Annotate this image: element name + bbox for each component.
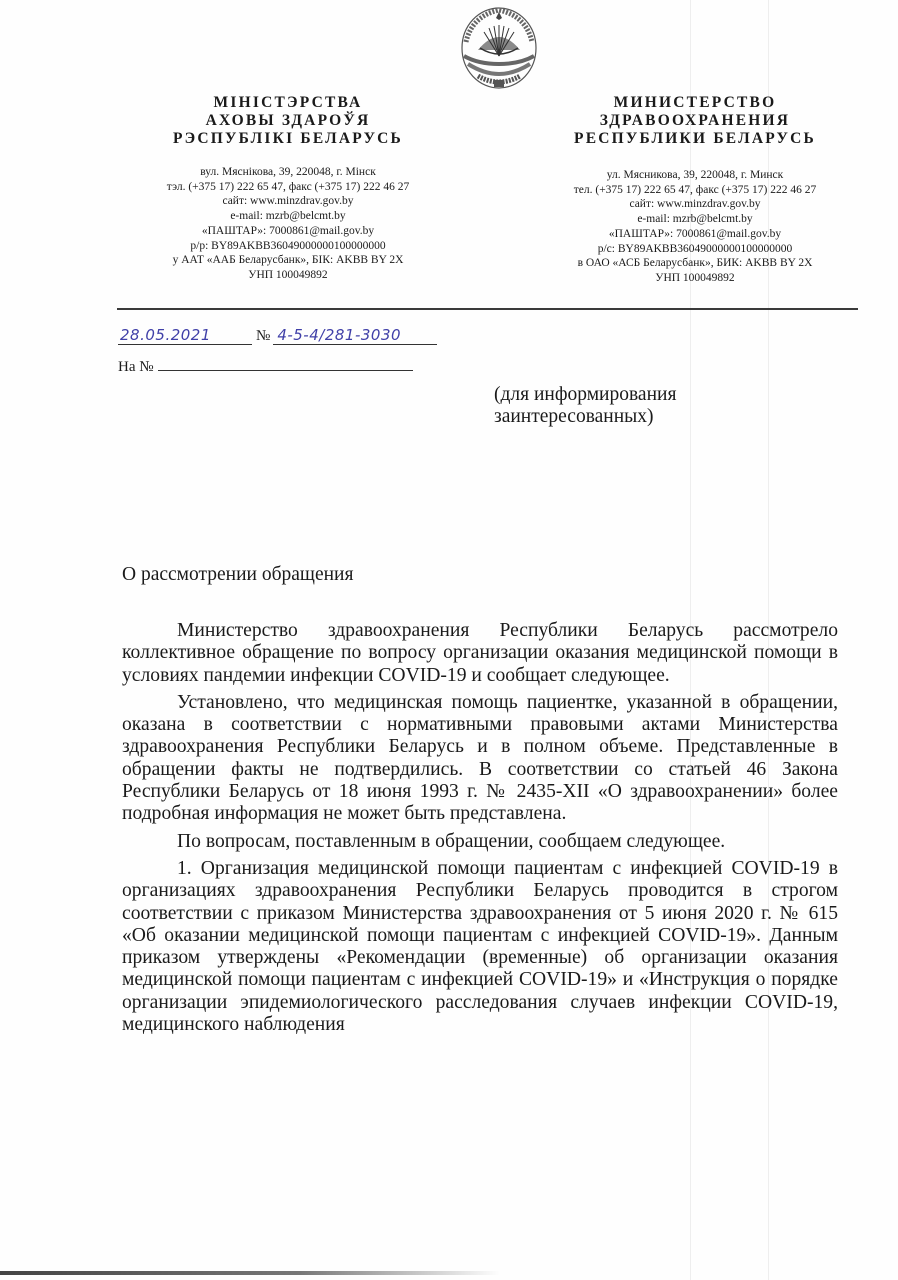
addressee-line: (для информирования xyxy=(494,384,677,405)
body-paragraph: По вопросам, поставленным в обращении, сообщаем следующее. xyxy=(177,830,726,852)
unp-line: УНП 100049892 xyxy=(248,268,328,281)
registration-line xyxy=(118,326,437,345)
email-line: e-mail: mzrb@belcmt.by xyxy=(230,210,346,223)
contacts-ru xyxy=(520,168,870,286)
header-belarusian xyxy=(118,94,458,283)
addressee-line: заинтересованных) xyxy=(494,406,654,427)
reply-to-line xyxy=(118,356,413,376)
letter-body xyxy=(122,620,838,1041)
ministry-name-line: ЗДРАВООХРАНЕНИЯ xyxy=(599,112,791,129)
header-russian xyxy=(520,94,870,286)
address-line: вул. Мяснікова, 39, 220048, г. Мінск xyxy=(200,166,376,178)
address-line: ул. Мясникова, 39, 220048, г. Минск xyxy=(606,169,784,181)
contacts-be xyxy=(118,165,458,283)
phone-fax-line: тел. (+375 17) 222 65 47, факс (+375 17) 222 46 27 xyxy=(573,183,817,196)
website-line: сайт: www.minzdrav.gov.by xyxy=(629,198,761,211)
ministry-name-line: АХОВЫ ЗДАРОЎЯ xyxy=(205,112,371,129)
handwritten-date: 28.05.2021 xyxy=(118,326,252,345)
body-paragraph: Министерство здравоохранения Республики Беларусь рассмотрело коллективное обращение по вопросу организации оказания медицинской помощи в условиях пандемии инфекции COVID-19 и сообщает следующее. xyxy=(122,620,838,686)
ministry-name-be xyxy=(118,94,458,148)
scan-bottom-edge xyxy=(0,1271,500,1275)
pashtar-line: «ПАШТАР»: 7000861@mail.gov.by xyxy=(608,227,782,240)
bank-account-line: р/с: BY89AKBB36049000000100000000 xyxy=(597,242,793,255)
pashtar-line: «ПАШТАР»: 7000861@mail.gov.by xyxy=(201,224,375,237)
reply-to-label: На № xyxy=(118,359,154,375)
reply-to-blank-field xyxy=(158,356,413,371)
body-paragraph: Установлено, что медицинская помощь пациентке, указанной в обращении, оказана в соответствии с нормативными правовыми актами Министерства здравоохранения Республики Беларусь и в полном объеме. Представленные в обращении факты не подтвердились. В соответствии со статьей 46 Закона Республики Беларусь от 18 июня 1993 г. № 2435-XII «О здравоохранении» более подробная информация не может быть представлена. xyxy=(122,691,838,825)
bank-account-line: р/р: BY89AKBB36049000000100000000 xyxy=(190,239,386,252)
unp-line: УНП 100049892 xyxy=(655,271,735,284)
coat-of-arms-emblem xyxy=(458,2,540,92)
number-label: № xyxy=(256,328,271,344)
ministry-name-line: РЕСПУБЛИКИ БЕЛАРУСЬ xyxy=(574,130,816,147)
phone-fax-line: тэл. (+375 17) 222 65 47, факс (+375 17) 222 46 27 xyxy=(166,180,410,193)
body-paragraph: 1. Организация медицинской помощи пациентам с инфекцией COVID-19 в организациях здравоохранения Республики Беларусь проводится в строгом соответствии с приказом Министерства здравоохранения от 5 июня 2020 г. № 615 «Об оказании медицинской помощи пациентам с инфекцией COVID-19». Данным приказом утверждены «Рекомендации (временные) об организации оказания медицинской помощи пациентам с инфекцией COVID-19» и «Инструкция о порядке организации эпидемиологического расследования случаев инфекции COVID-19, медицинского наблюдения xyxy=(122,857,838,1036)
letter-subject: О рассмотрении обращения xyxy=(122,564,354,585)
email-line: e-mail: mzrb@belcmt.by xyxy=(637,213,753,226)
bank-name-line: у ААТ «ААБ Беларусбанк», БІК: AKBB BY 2X xyxy=(172,254,404,267)
ministry-name-line: МИНИСТЕРСТВО xyxy=(613,94,777,111)
handwritten-reg-number: 4-5-4/281-3030 xyxy=(273,326,437,345)
ministry-name-line: МІНІСТЭРСТВА xyxy=(213,94,363,111)
header-divider xyxy=(117,308,858,310)
bank-name-line: в ОАО «АСБ Беларусбанк», БИК: AKBB BY 2X xyxy=(577,257,813,270)
ministry-name-ru xyxy=(520,94,870,148)
ministry-name-line: РЭСПУБЛІКІ БЕЛАРУСЬ xyxy=(172,130,404,147)
website-line: сайт: www.minzdrav.gov.by xyxy=(222,195,354,208)
addressee-block xyxy=(494,384,676,428)
